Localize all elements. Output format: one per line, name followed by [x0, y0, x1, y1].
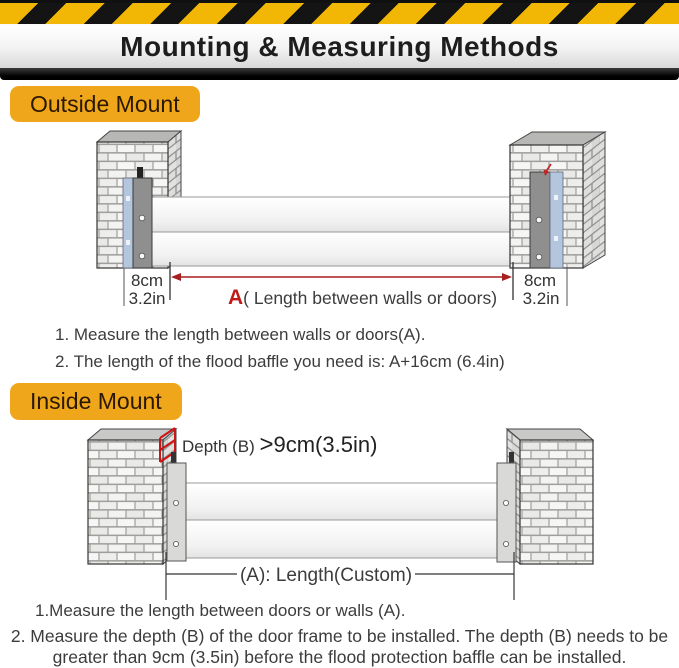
- offset-right-in: 3.2in: [522, 289, 560, 308]
- flood-barrier-panel: [186, 483, 497, 558]
- barrier-board-top: [152, 197, 530, 232]
- bracket-anchor: [137, 167, 143, 178]
- outside-step-1: 1. Measure the length between walls or doors(A).: [55, 325, 426, 344]
- bracket-anchor: [509, 452, 514, 463]
- pillar-top-face: [88, 429, 176, 440]
- hazard-stripe-banner: [0, 0, 679, 24]
- page-title: Mounting & Measuring Methods: [120, 31, 559, 62]
- pillar-side-face: [583, 132, 605, 268]
- mounting-bracket-right: [497, 452, 516, 562]
- flood-barrier-panel: [152, 197, 530, 266]
- screw: [503, 541, 508, 546]
- bracket-anchor: [171, 452, 176, 463]
- outside-step-2: 2. The length of the flood baffle you need is: A+16cm (6.4in): [55, 352, 505, 371]
- barrier-board-bottom: [152, 232, 530, 266]
- depth-value: 9cm(3.5in): [273, 432, 378, 457]
- inside-step-2: 2. Measure the depth (B) of the door frame to be installed. The depth (B) needs to be greater than 9cm (3.5in) before the flood protection baffle can be installed.: [10, 626, 669, 667]
- depth-label: [182, 431, 377, 458]
- inside-step-1: 1.Measure the length between doors or walls (A).: [35, 601, 406, 620]
- length-a-text: ( Length between walls or doors): [243, 288, 498, 308]
- screw: [139, 215, 145, 221]
- seal-hole: [126, 240, 130, 245]
- bracket-seal-strip: [123, 178, 133, 268]
- offset-left-cm: 8cm: [130, 271, 164, 290]
- depth-prefix: Depth (B): [182, 437, 260, 456]
- mounting-bracket-right: [530, 164, 563, 268]
- pillar-top-face: [97, 131, 181, 142]
- length-measurement: [166, 552, 514, 600]
- seal-hole: [554, 236, 558, 241]
- length-a-label: [228, 286, 497, 309]
- screw: [503, 500, 508, 505]
- screw: [536, 254, 542, 260]
- offset-right-cm: 8cm: [523, 271, 557, 290]
- screw: [139, 253, 145, 259]
- greater-than-symbol: >: [259, 431, 274, 458]
- barrier-board-bottom: [186, 520, 497, 558]
- seal-hole: [126, 196, 130, 201]
- title-bar: [0, 24, 679, 68]
- length-measurement: [124, 262, 567, 309]
- pillar-front-face: [88, 440, 163, 564]
- arrow-head-left: [171, 273, 181, 281]
- bracket-plate: [497, 463, 516, 562]
- arrow-head-right: [502, 273, 512, 281]
- screw: [173, 500, 178, 505]
- inside-mount-diagram: [0, 420, 679, 605]
- inside-mount-badge: Inside Mount: [10, 383, 182, 420]
- mounting-bracket-left: [167, 452, 186, 561]
- length-a-prefix: A: [228, 286, 244, 309]
- title-bar-shadow: [0, 68, 679, 80]
- seal-hole: [554, 195, 558, 200]
- outside-mount-diagram: [0, 125, 679, 310]
- barrier-board-top: [186, 483, 497, 520]
- brick-pillar-right: [507, 429, 593, 564]
- pillar-front-face: [520, 440, 593, 564]
- screw: [173, 541, 178, 546]
- mounting-bracket-left: [123, 167, 152, 268]
- length-custom-label: (A): Length(Custom): [239, 565, 413, 586]
- offset-left-in: 3.2in: [128, 289, 166, 308]
- screw: [536, 217, 542, 223]
- bracket-seal-strip: [550, 172, 563, 268]
- pillar-top-face: [507, 429, 593, 440]
- outside-mount-badge: Outside Mount: [10, 86, 200, 122]
